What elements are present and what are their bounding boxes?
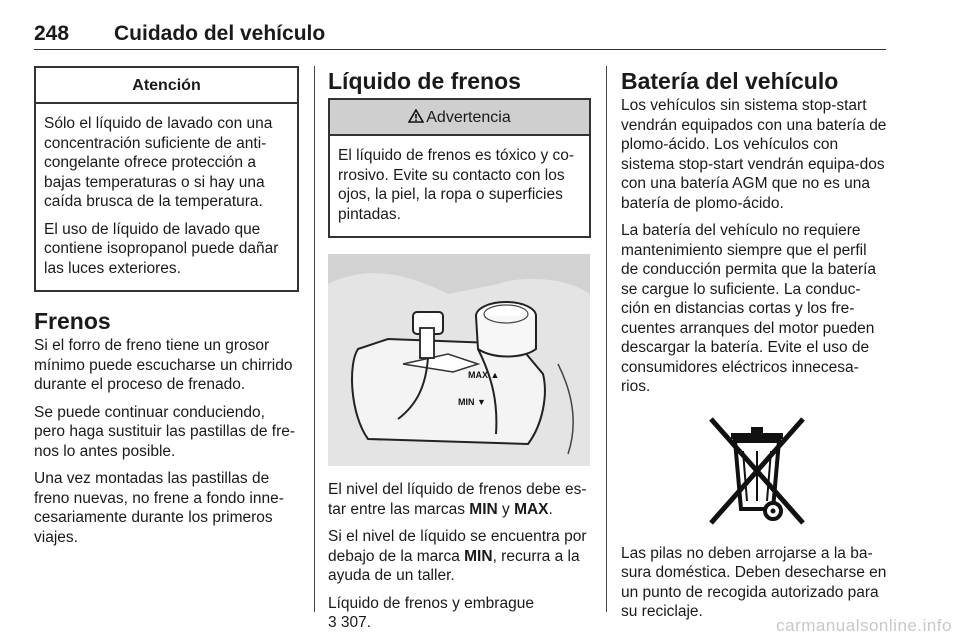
- brake-fluid-reservoir-figure: [328, 254, 590, 466]
- below-min-paragraph: [328, 527, 591, 586]
- column-middle: [328, 66, 591, 641]
- level-text: .: [548, 500, 553, 518]
- page-number: 248: [34, 22, 70, 45]
- warning-text: El líquido de frenos es tóxico y co-rrosivo. Evite su contacto con los ojos, la piel, la ropa o superficies pintadas.: [338, 147, 575, 223]
- column-left: [34, 66, 299, 555]
- reservoir-illustration: [328, 254, 590, 466]
- frenos-heading: Frenos: [34, 308, 111, 334]
- frenos-paragraph: Una vez montadas las pastillas de freno nuevas, no frene a fondo inne-cesariamente durante los primeros viajes.: [34, 470, 284, 546]
- min-mark: MIN: [469, 500, 498, 518]
- page-reference-link[interactable]: 3 307.: [328, 614, 372, 631]
- column-right: [621, 66, 887, 630]
- attention-box: [34, 66, 299, 292]
- below-text: , recurra a la ayuda de un taller.: [328, 547, 580, 584]
- warning-title: Advertencia: [426, 109, 511, 126]
- bateria-paragraph: La batería del vehículo no requiere mantenimiento siempre que el perfil de conducción permita que la batería se cargue lo suficiente. La conduc-ción en distancias cortas y los fre-cuentes arranques del motor pueden descargar la batería. Evite el uso de consumidores eléctricos innecesa-rios.: [621, 222, 877, 395]
- column-divider: [314, 66, 315, 612]
- bateria-heading: Batería del vehículo: [621, 68, 839, 94]
- attention-paragraph: El uso de líquido de lavado que contiene isopropanol puede dañar las luces exteriores.: [44, 220, 279, 277]
- liquido-frenos-heading: Líquido de frenos: [328, 68, 521, 94]
- level-text: El nivel del líquido de frenos debe es-tar entre las marcas: [328, 481, 587, 518]
- watermark: carmanualsonline.info: [776, 616, 952, 635]
- below-text: Si el nivel de líquido se encuentra por debajo de la marca: [328, 528, 587, 565]
- frenos-paragraph: Se puede continuar conduciendo, pero haga sustituir las pastillas de fre-nos lo antes posible.: [34, 403, 296, 460]
- warning-triangle-icon: [408, 109, 424, 123]
- crossed-out-bin-icon: [697, 411, 817, 531]
- reference-paragraph: [328, 594, 591, 633]
- attention-title: Atención: [36, 68, 297, 104]
- frenos-paragraph: Si el forro de freno tiene un grosor mínimo puede escucharse un chirrido durante el proceso de frenado.: [34, 337, 293, 393]
- min-mark: MIN: [464, 547, 493, 565]
- warning-box: [328, 98, 591, 238]
- max-mark-label: MAX ▲: [468, 370, 500, 380]
- column-divider: [606, 66, 607, 612]
- level-paragraph: [328, 480, 591, 519]
- reference-text: Líquido de frenos y embrague: [328, 594, 534, 612]
- page-header: [34, 22, 886, 50]
- warning-header: [330, 100, 589, 136]
- level-text: y: [497, 500, 515, 518]
- min-mark-label: MIN ▼: [458, 397, 486, 407]
- header-rule: [34, 49, 886, 50]
- section-title: Cuidado del vehículo: [114, 22, 326, 45]
- max-mark: MAX: [514, 500, 549, 518]
- disposal-paragraph: Las pilas no deben arrojarse a la ba-sura doméstica. Deben desecharse en un punto de recogida autorizado para su reciclaje.: [621, 544, 887, 620]
- bateria-paragraph: Los vehículos sin sistema stop-start vendrán equipados con una batería de plomo-ácido. Los vehículos con sistema stop-start vendrán equipa-dos con una batería AGM que no es una batería de plomo-ácido.: [621, 97, 887, 212]
- attention-paragraph: Sólo el líquido de lavado con una concentración suficiente de anti-congelante ofrece protección a bajas temperaturas o si hay una caída brusca de la temperatura.: [44, 115, 273, 210]
